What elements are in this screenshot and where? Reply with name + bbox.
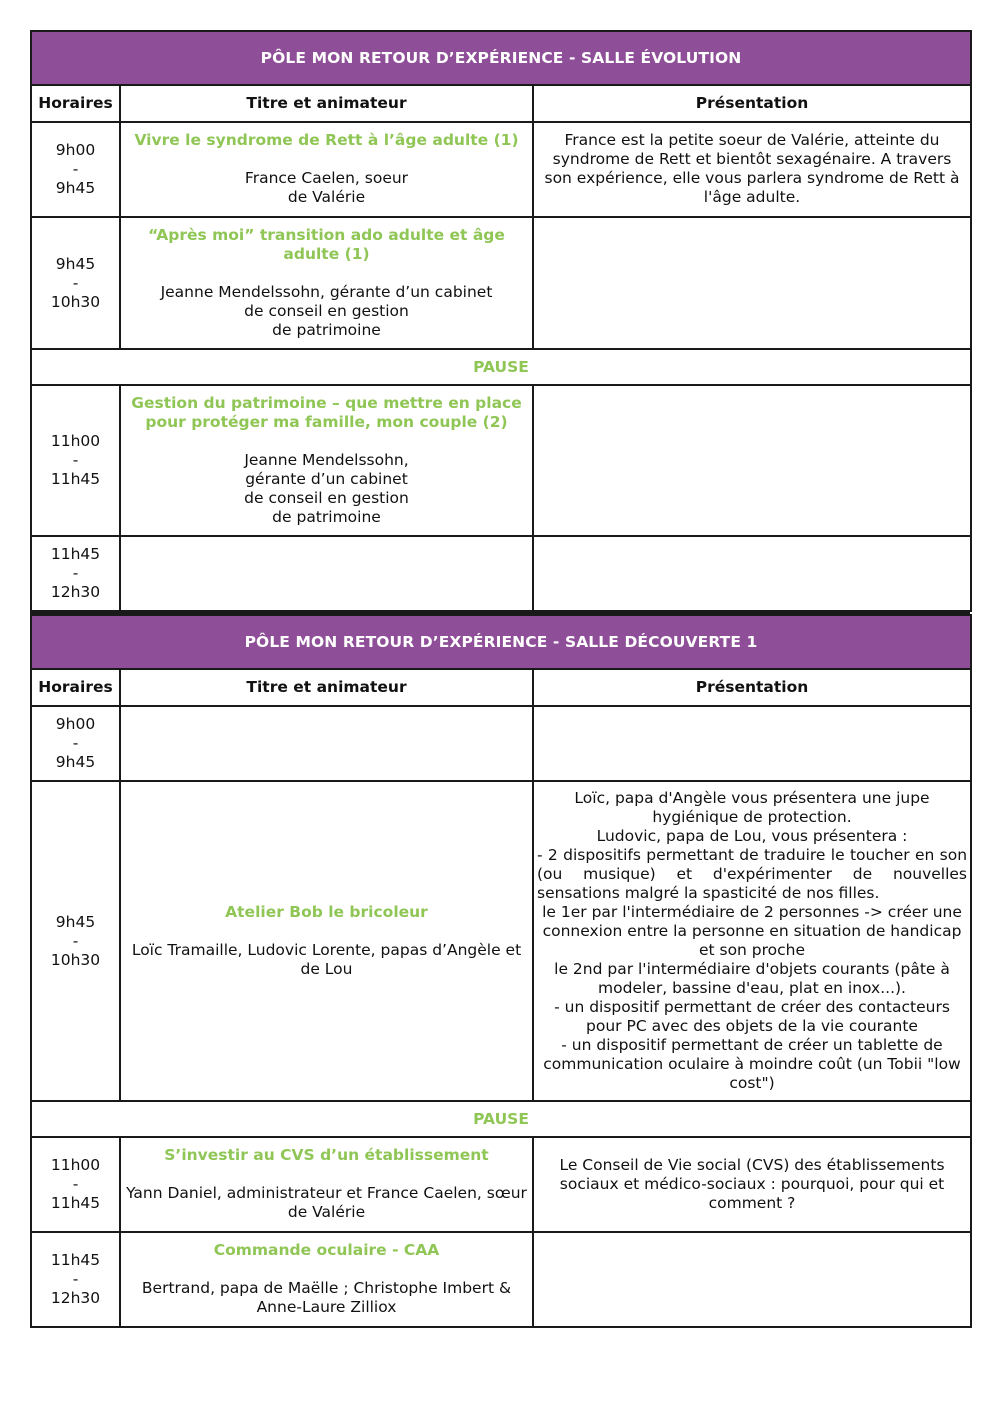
presentation-cell: France est la petite soeur de Valérie, atteinte du syndrome de Rett et bientôt sexagénaire. A travers son expérience, elle vous parlera syndrome de Rett à l'âge adulte. bbox=[533, 122, 971, 217]
table-row bbox=[31, 781, 971, 1101]
table-row bbox=[31, 536, 971, 611]
presentation-cell bbox=[533, 1232, 971, 1327]
time-cell: 9h00 - 9h45 bbox=[31, 706, 120, 781]
column-header-titre: Titre et animateur bbox=[120, 669, 533, 706]
column-header-titre: Titre et animateur bbox=[120, 85, 533, 122]
presentation-cell bbox=[533, 217, 971, 349]
presentation-cell bbox=[533, 536, 971, 611]
session-title: Atelier Bob le bricoleur bbox=[225, 903, 428, 921]
session-speaker: Jeanne Mendelssohn, gérante d’un cabinet de conseil en gestion de patrimoine bbox=[160, 283, 493, 339]
time-cell: 9h45 - 10h30 bbox=[31, 217, 120, 349]
session-speaker: Jeanne Mendelssohn, gérante d’un cabinet de conseil en gestion de patrimoine bbox=[244, 451, 409, 526]
session-speaker: Loïc Tramaille, Ludovic Lorente, papas d’Angèle et de Lou bbox=[131, 941, 522, 978]
presentation-cell bbox=[533, 385, 971, 536]
pause-row bbox=[31, 349, 971, 385]
schedule-table-decouverte bbox=[30, 614, 972, 1328]
pause-row bbox=[31, 1101, 971, 1137]
session-title: “Après moi” transition ado adulte et âge adulte (1) bbox=[148, 226, 505, 263]
table-row bbox=[31, 1137, 971, 1232]
table-row bbox=[31, 122, 971, 217]
time-cell: 11h45 - 12h30 bbox=[31, 536, 120, 611]
table-row bbox=[31, 385, 971, 536]
time-cell: 9h00 - 9h45 bbox=[31, 122, 120, 217]
presentation-cell bbox=[533, 781, 971, 1101]
presentation-intro: Loïc, papa d'Angèle vous présentera une jupe hygiénique de protection. Ludovic, papa de Lou, vous présentera : bbox=[574, 789, 930, 845]
presentation-devices: - 2 dispositifs permettant de traduire le toucher en son (ou musique) et d'expérimenter de nouvelles sensations malgré la spasticité de nos filles. bbox=[537, 846, 968, 902]
session-title: S’investir au CVS d’un établissement bbox=[164, 1146, 489, 1164]
column-header-presentation: Présentation bbox=[533, 669, 971, 706]
title-cell bbox=[120, 217, 533, 349]
section-banner-evolution: PÔLE MON RETOUR D’EXPÉRIENCE - SALLE ÉVOLUTION bbox=[31, 31, 971, 85]
time-cell: 9h45 - 10h30 bbox=[31, 781, 120, 1101]
title-cell bbox=[120, 781, 533, 1101]
presentation-details: le 1er par l'intermédiaire de 2 personnes -> créer une connexion entre la personne en situation de handicap et son proche le 2nd par l'intermédiaire d'objets courants (pâte à modeler, bassine d'eau, plat en inox...). - un dispositif permettant de créer des contacteurs pour PC avec des objets de la vie courante - un dispositif permettant de créer un tablette de communication oculaire à moindre coût (un Tobii "low cost") bbox=[542, 903, 962, 1092]
title-cell bbox=[120, 536, 533, 611]
schedule-page bbox=[30, 30, 970, 1328]
section-banner-decouverte: PÔLE MON RETOUR D’EXPÉRIENCE - SALLE DÉCOUVERTE 1 bbox=[31, 615, 971, 669]
time-cell: 11h00 - 11h45 bbox=[31, 385, 120, 536]
title-cell bbox=[120, 385, 533, 536]
session-speaker: Yann Daniel, administrateur et France Caelen, sœur de Valérie bbox=[126, 1184, 527, 1221]
time-cell: 11h00 - 11h45 bbox=[31, 1137, 120, 1232]
table-row bbox=[31, 217, 971, 349]
table-row bbox=[31, 706, 971, 781]
title-cell bbox=[120, 706, 533, 781]
title-cell bbox=[120, 122, 533, 217]
schedule-table-evolution bbox=[30, 30, 972, 612]
time-cell: 11h45 - 12h30 bbox=[31, 1232, 120, 1327]
pause-label: PAUSE bbox=[31, 349, 971, 385]
session-speaker: France Caelen, soeur de Valérie bbox=[244, 169, 409, 206]
presentation-cell bbox=[533, 706, 971, 781]
title-cell bbox=[120, 1232, 533, 1327]
column-header-horaires: Horaires bbox=[31, 85, 120, 122]
session-title: Vivre le syndrome de Rett à l’âge adulte (1) bbox=[134, 131, 519, 149]
title-cell bbox=[120, 1137, 533, 1232]
presentation-cell: Le Conseil de Vie social (CVS) des établissements sociaux et médico-sociaux : pourquoi, pour qui et comment ? bbox=[533, 1137, 971, 1232]
session-speaker: Bertrand, papa de Maëlle ; Christophe Imbert & Anne-Laure Zilliox bbox=[141, 1279, 512, 1316]
column-header-horaires: Horaires bbox=[31, 669, 120, 706]
column-header-presentation: Présentation bbox=[533, 85, 971, 122]
session-title: Gestion du patrimoine – que mettre en place pour protéger ma famille, mon couple (2) bbox=[131, 394, 522, 431]
pause-label: PAUSE bbox=[31, 1101, 971, 1137]
table-row bbox=[31, 1232, 971, 1327]
session-title: Commande oculaire - CAA bbox=[213, 1241, 440, 1259]
